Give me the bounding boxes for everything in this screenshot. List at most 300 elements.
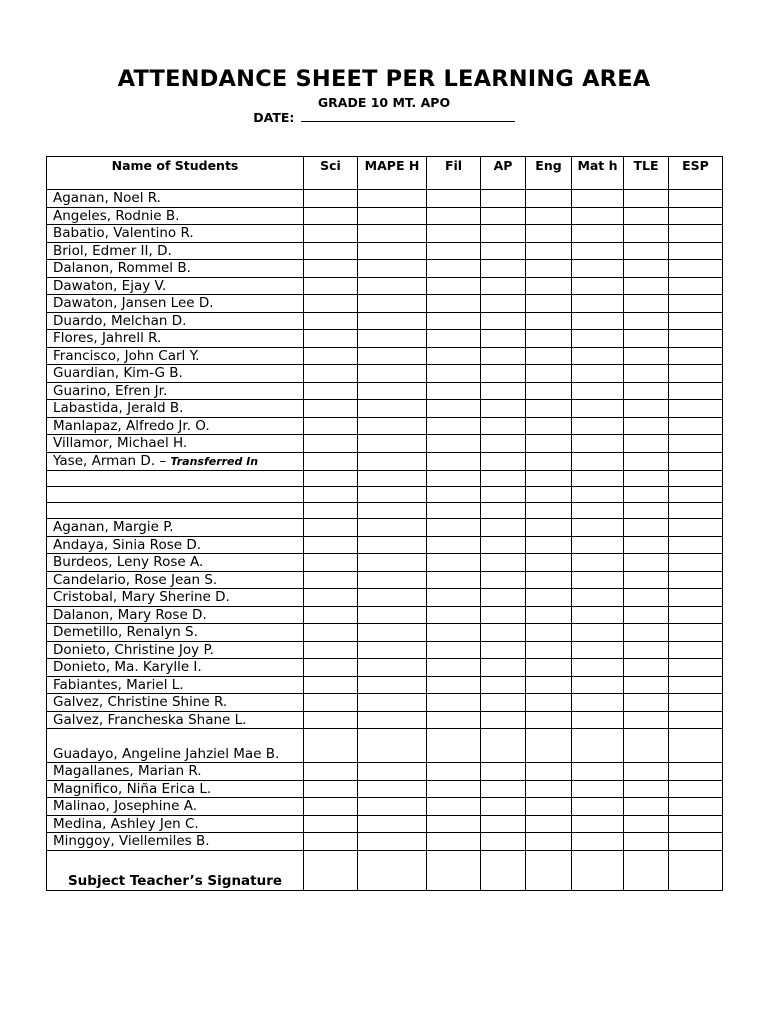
attendance-cell[interactable] (669, 833, 723, 851)
attendance-cell[interactable] (358, 536, 427, 554)
attendance-cell[interactable] (624, 676, 669, 694)
attendance-cell[interactable] (669, 452, 723, 471)
attendance-cell[interactable] (358, 798, 427, 816)
attendance-cell[interactable] (572, 312, 624, 330)
blank-name-cell[interactable] (47, 503, 304, 519)
attendance-cell[interactable] (572, 417, 624, 435)
attendance-cell[interactable] (304, 624, 358, 642)
attendance-cell[interactable] (304, 382, 358, 400)
blank-name-cell[interactable] (47, 487, 304, 503)
attendance-cell[interactable] (669, 571, 723, 589)
attendance-cell[interactable] (572, 207, 624, 225)
attendance-cell[interactable] (669, 711, 723, 729)
attendance-cell[interactable] (304, 365, 358, 383)
attendance-cell[interactable] (427, 225, 481, 243)
attendance-cell[interactable] (358, 312, 427, 330)
attendance-cell[interactable] (358, 815, 427, 833)
attendance-cell[interactable] (669, 435, 723, 453)
attendance-cell[interactable] (304, 190, 358, 208)
attendance-cell[interactable] (624, 452, 669, 471)
attendance-cell[interactable] (427, 763, 481, 781)
attendance-cell[interactable] (669, 225, 723, 243)
attendance-cell[interactable] (358, 780, 427, 798)
attendance-cell[interactable] (358, 365, 427, 383)
attendance-cell[interactable] (304, 729, 358, 763)
attendance-cell[interactable] (669, 417, 723, 435)
attendance-cell[interactable] (481, 554, 526, 572)
attendance-cell[interactable] (358, 242, 427, 260)
attendance-cell[interactable] (669, 589, 723, 607)
attendance-cell[interactable] (427, 641, 481, 659)
attendance-cell[interactable] (526, 277, 572, 295)
attendance-cell[interactable] (358, 295, 427, 313)
attendance-cell[interactable] (526, 487, 572, 503)
attendance-cell[interactable] (526, 624, 572, 642)
attendance-cell[interactable] (624, 833, 669, 851)
attendance-cell[interactable] (427, 503, 481, 519)
attendance-cell[interactable] (304, 295, 358, 313)
attendance-cell[interactable] (358, 435, 427, 453)
attendance-cell[interactable] (669, 471, 723, 487)
attendance-cell[interactable] (624, 571, 669, 589)
attendance-cell[interactable] (427, 417, 481, 435)
attendance-cell[interactable] (427, 207, 481, 225)
attendance-cell[interactable] (669, 330, 723, 348)
attendance-cell[interactable] (358, 711, 427, 729)
attendance-cell[interactable] (526, 417, 572, 435)
attendance-cell[interactable] (481, 417, 526, 435)
attendance-cell[interactable] (526, 729, 572, 763)
attendance-cell[interactable] (427, 347, 481, 365)
attendance-cell[interactable] (669, 676, 723, 694)
attendance-cell[interactable] (624, 242, 669, 260)
attendance-cell[interactable] (624, 641, 669, 659)
attendance-cell[interactable] (481, 452, 526, 471)
attendance-cell[interactable] (624, 225, 669, 243)
attendance-cell[interactable] (358, 554, 427, 572)
attendance-cell[interactable] (427, 780, 481, 798)
attendance-cell[interactable] (427, 624, 481, 642)
attendance-cell[interactable] (624, 417, 669, 435)
attendance-cell[interactable] (427, 330, 481, 348)
attendance-cell[interactable] (624, 277, 669, 295)
attendance-cell[interactable] (481, 382, 526, 400)
attendance-cell[interactable] (572, 365, 624, 383)
attendance-cell[interactable] (304, 471, 358, 487)
attendance-cell[interactable] (304, 330, 358, 348)
attendance-cell[interactable] (358, 833, 427, 851)
attendance-cell[interactable] (427, 295, 481, 313)
attendance-cell[interactable] (526, 225, 572, 243)
attendance-cell[interactable] (304, 676, 358, 694)
attendance-cell[interactable] (427, 277, 481, 295)
attendance-cell[interactable] (572, 452, 624, 471)
attendance-cell[interactable] (669, 260, 723, 278)
attendance-cell[interactable] (358, 330, 427, 348)
attendance-cell[interactable] (624, 729, 669, 763)
attendance-cell[interactable] (572, 295, 624, 313)
signature-cell[interactable] (358, 850, 427, 890)
attendance-cell[interactable] (526, 536, 572, 554)
attendance-cell[interactable] (358, 225, 427, 243)
attendance-cell[interactable] (427, 798, 481, 816)
attendance-cell[interactable] (304, 435, 358, 453)
attendance-cell[interactable] (572, 554, 624, 572)
attendance-cell[interactable] (526, 452, 572, 471)
attendance-cell[interactable] (572, 763, 624, 781)
attendance-cell[interactable] (358, 659, 427, 677)
attendance-cell[interactable] (669, 207, 723, 225)
attendance-cell[interactable] (304, 833, 358, 851)
attendance-cell[interactable] (624, 694, 669, 712)
attendance-cell[interactable] (572, 225, 624, 243)
attendance-cell[interactable] (669, 606, 723, 624)
attendance-cell[interactable] (669, 295, 723, 313)
attendance-cell[interactable] (624, 503, 669, 519)
attendance-cell[interactable] (358, 606, 427, 624)
attendance-cell[interactable] (304, 503, 358, 519)
attendance-cell[interactable] (572, 694, 624, 712)
attendance-cell[interactable] (481, 347, 526, 365)
attendance-cell[interactable] (526, 833, 572, 851)
attendance-cell[interactable] (358, 400, 427, 418)
attendance-cell[interactable] (481, 312, 526, 330)
attendance-cell[interactable] (358, 487, 427, 503)
attendance-cell[interactable] (427, 676, 481, 694)
blank-name-cell[interactable] (47, 471, 304, 487)
attendance-cell[interactable] (481, 729, 526, 763)
attendance-cell[interactable] (526, 503, 572, 519)
attendance-cell[interactable] (624, 382, 669, 400)
attendance-cell[interactable] (572, 471, 624, 487)
attendance-cell[interactable] (572, 641, 624, 659)
attendance-cell[interactable] (427, 435, 481, 453)
attendance-cell[interactable] (358, 676, 427, 694)
attendance-cell[interactable] (358, 260, 427, 278)
attendance-cell[interactable] (572, 659, 624, 677)
attendance-cell[interactable] (526, 347, 572, 365)
attendance-cell[interactable] (304, 536, 358, 554)
attendance-cell[interactable] (526, 471, 572, 487)
attendance-cell[interactable] (481, 503, 526, 519)
attendance-cell[interactable] (481, 589, 526, 607)
attendance-cell[interactable] (358, 519, 427, 537)
attendance-cell[interactable] (624, 260, 669, 278)
attendance-cell[interactable] (481, 780, 526, 798)
attendance-cell[interactable] (624, 190, 669, 208)
attendance-cell[interactable] (572, 277, 624, 295)
attendance-cell[interactable] (358, 417, 427, 435)
attendance-cell[interactable] (481, 487, 526, 503)
attendance-cell[interactable] (304, 815, 358, 833)
attendance-cell[interactable] (624, 400, 669, 418)
attendance-cell[interactable] (481, 400, 526, 418)
attendance-cell[interactable] (304, 242, 358, 260)
attendance-cell[interactable] (481, 190, 526, 208)
attendance-cell[interactable] (427, 471, 481, 487)
attendance-cell[interactable] (526, 780, 572, 798)
attendance-cell[interactable] (572, 400, 624, 418)
attendance-cell[interactable] (624, 798, 669, 816)
attendance-cell[interactable] (427, 382, 481, 400)
attendance-cell[interactable] (572, 815, 624, 833)
attendance-cell[interactable] (669, 763, 723, 781)
attendance-cell[interactable] (526, 435, 572, 453)
attendance-cell[interactable] (624, 330, 669, 348)
attendance-cell[interactable] (669, 503, 723, 519)
attendance-cell[interactable] (669, 312, 723, 330)
attendance-cell[interactable] (572, 833, 624, 851)
attendance-cell[interactable] (624, 589, 669, 607)
attendance-cell[interactable] (358, 382, 427, 400)
attendance-cell[interactable] (572, 519, 624, 537)
attendance-cell[interactable] (669, 536, 723, 554)
attendance-cell[interactable] (526, 554, 572, 572)
attendance-cell[interactable] (358, 452, 427, 471)
attendance-cell[interactable] (358, 503, 427, 519)
attendance-cell[interactable] (481, 694, 526, 712)
attendance-cell[interactable] (572, 487, 624, 503)
attendance-cell[interactable] (481, 606, 526, 624)
attendance-cell[interactable] (526, 676, 572, 694)
attendance-cell[interactable] (481, 330, 526, 348)
attendance-cell[interactable] (669, 554, 723, 572)
attendance-cell[interactable] (358, 763, 427, 781)
attendance-cell[interactable] (669, 641, 723, 659)
attendance-cell[interactable] (526, 606, 572, 624)
attendance-cell[interactable] (427, 260, 481, 278)
attendance-cell[interactable] (669, 190, 723, 208)
attendance-cell[interactable] (304, 347, 358, 365)
attendance-cell[interactable] (358, 471, 427, 487)
attendance-cell[interactable] (572, 780, 624, 798)
attendance-cell[interactable] (304, 207, 358, 225)
attendance-cell[interactable] (669, 277, 723, 295)
attendance-cell[interactable] (526, 711, 572, 729)
attendance-cell[interactable] (572, 798, 624, 816)
attendance-cell[interactable] (304, 452, 358, 471)
attendance-cell[interactable] (624, 365, 669, 383)
attendance-cell[interactable] (481, 676, 526, 694)
attendance-cell[interactable] (526, 798, 572, 816)
attendance-cell[interactable] (481, 435, 526, 453)
attendance-cell[interactable] (427, 729, 481, 763)
attendance-cell[interactable] (526, 382, 572, 400)
attendance-cell[interactable] (669, 798, 723, 816)
attendance-cell[interactable] (427, 400, 481, 418)
attendance-cell[interactable] (572, 382, 624, 400)
attendance-cell[interactable] (427, 312, 481, 330)
attendance-cell[interactable] (624, 763, 669, 781)
attendance-cell[interactable] (572, 536, 624, 554)
attendance-cell[interactable] (624, 624, 669, 642)
attendance-cell[interactable] (526, 659, 572, 677)
attendance-cell[interactable] (358, 694, 427, 712)
attendance-cell[interactable] (481, 815, 526, 833)
attendance-cell[interactable] (624, 606, 669, 624)
attendance-cell[interactable] (481, 711, 526, 729)
attendance-cell[interactable] (427, 487, 481, 503)
attendance-cell[interactable] (669, 347, 723, 365)
attendance-cell[interactable] (427, 659, 481, 677)
attendance-cell[interactable] (427, 554, 481, 572)
attendance-cell[interactable] (481, 260, 526, 278)
attendance-cell[interactable] (526, 694, 572, 712)
attendance-cell[interactable] (304, 798, 358, 816)
attendance-cell[interactable] (669, 400, 723, 418)
signature-cell[interactable] (669, 850, 723, 890)
attendance-cell[interactable] (304, 277, 358, 295)
attendance-cell[interactable] (481, 225, 526, 243)
attendance-cell[interactable] (427, 815, 481, 833)
attendance-cell[interactable] (624, 659, 669, 677)
attendance-cell[interactable] (304, 711, 358, 729)
signature-cell[interactable] (481, 850, 526, 890)
attendance-cell[interactable] (572, 260, 624, 278)
attendance-cell[interactable] (304, 571, 358, 589)
attendance-cell[interactable] (526, 190, 572, 208)
attendance-cell[interactable] (572, 571, 624, 589)
attendance-cell[interactable] (481, 277, 526, 295)
attendance-cell[interactable] (572, 347, 624, 365)
attendance-cell[interactable] (572, 606, 624, 624)
attendance-cell[interactable] (304, 400, 358, 418)
attendance-cell[interactable] (669, 659, 723, 677)
attendance-cell[interactable] (572, 190, 624, 208)
attendance-cell[interactable] (304, 519, 358, 537)
attendance-cell[interactable] (481, 536, 526, 554)
attendance-cell[interactable] (669, 815, 723, 833)
attendance-cell[interactable] (669, 729, 723, 763)
attendance-cell[interactable] (526, 589, 572, 607)
attendance-cell[interactable] (624, 435, 669, 453)
attendance-cell[interactable] (572, 435, 624, 453)
attendance-cell[interactable] (304, 225, 358, 243)
attendance-cell[interactable] (427, 452, 481, 471)
attendance-cell[interactable] (624, 519, 669, 537)
signature-cell[interactable] (624, 850, 669, 890)
attendance-cell[interactable] (669, 780, 723, 798)
attendance-cell[interactable] (304, 417, 358, 435)
attendance-cell[interactable] (427, 519, 481, 537)
attendance-cell[interactable] (358, 190, 427, 208)
attendance-cell[interactable] (481, 519, 526, 537)
attendance-cell[interactable] (304, 641, 358, 659)
attendance-cell[interactable] (304, 487, 358, 503)
attendance-cell[interactable] (526, 260, 572, 278)
attendance-cell[interactable] (526, 763, 572, 781)
attendance-cell[interactable] (427, 571, 481, 589)
attendance-cell[interactable] (358, 277, 427, 295)
attendance-cell[interactable] (481, 571, 526, 589)
attendance-cell[interactable] (304, 606, 358, 624)
attendance-cell[interactable] (624, 711, 669, 729)
attendance-cell[interactable] (624, 487, 669, 503)
attendance-cell[interactable] (304, 589, 358, 607)
attendance-cell[interactable] (526, 519, 572, 537)
attendance-cell[interactable] (427, 536, 481, 554)
attendance-cell[interactable] (526, 242, 572, 260)
attendance-cell[interactable] (427, 190, 481, 208)
attendance-cell[interactable] (481, 763, 526, 781)
attendance-cell[interactable] (572, 711, 624, 729)
attendance-cell[interactable] (304, 312, 358, 330)
attendance-cell[interactable] (572, 676, 624, 694)
attendance-cell[interactable] (481, 365, 526, 383)
attendance-cell[interactable] (358, 571, 427, 589)
attendance-cell[interactable] (624, 295, 669, 313)
attendance-cell[interactable] (526, 365, 572, 383)
attendance-cell[interactable] (526, 400, 572, 418)
attendance-cell[interactable] (624, 815, 669, 833)
attendance-cell[interactable] (624, 312, 669, 330)
attendance-cell[interactable] (481, 295, 526, 313)
attendance-cell[interactable] (358, 589, 427, 607)
attendance-cell[interactable] (572, 589, 624, 607)
attendance-cell[interactable] (304, 260, 358, 278)
signature-cell[interactable] (427, 850, 481, 890)
attendance-cell[interactable] (624, 207, 669, 225)
attendance-cell[interactable] (624, 554, 669, 572)
attendance-cell[interactable] (669, 365, 723, 383)
attendance-cell[interactable] (304, 763, 358, 781)
attendance-cell[interactable] (669, 624, 723, 642)
attendance-cell[interactable] (572, 242, 624, 260)
attendance-cell[interactable] (358, 207, 427, 225)
attendance-cell[interactable] (481, 471, 526, 487)
attendance-cell[interactable] (572, 330, 624, 348)
attendance-cell[interactable] (481, 242, 526, 260)
attendance-cell[interactable] (427, 365, 481, 383)
attendance-cell[interactable] (526, 571, 572, 589)
attendance-cell[interactable] (526, 207, 572, 225)
attendance-cell[interactable] (304, 780, 358, 798)
signature-cell[interactable] (304, 850, 358, 890)
signature-cell[interactable] (526, 850, 572, 890)
attendance-cell[interactable] (669, 694, 723, 712)
attendance-cell[interactable] (481, 659, 526, 677)
attendance-cell[interactable] (526, 641, 572, 659)
attendance-cell[interactable] (624, 536, 669, 554)
attendance-cell[interactable] (669, 519, 723, 537)
attendance-cell[interactable] (669, 487, 723, 503)
attendance-cell[interactable] (427, 833, 481, 851)
attendance-cell[interactable] (358, 729, 427, 763)
attendance-cell[interactable] (304, 694, 358, 712)
attendance-cell[interactable] (526, 295, 572, 313)
attendance-cell[interactable] (572, 729, 624, 763)
attendance-cell[interactable] (427, 606, 481, 624)
attendance-cell[interactable] (572, 624, 624, 642)
attendance-cell[interactable] (572, 503, 624, 519)
attendance-cell[interactable] (624, 347, 669, 365)
attendance-cell[interactable] (481, 207, 526, 225)
attendance-cell[interactable] (481, 641, 526, 659)
signature-cell[interactable] (572, 850, 624, 890)
attendance-cell[interactable] (526, 312, 572, 330)
attendance-cell[interactable] (624, 780, 669, 798)
attendance-cell[interactable] (526, 330, 572, 348)
attendance-cell[interactable] (669, 242, 723, 260)
attendance-cell[interactable] (427, 711, 481, 729)
attendance-cell[interactable] (481, 624, 526, 642)
attendance-cell[interactable] (358, 624, 427, 642)
attendance-cell[interactable] (624, 471, 669, 487)
attendance-cell[interactable] (304, 554, 358, 572)
attendance-cell[interactable] (358, 347, 427, 365)
attendance-cell[interactable] (427, 694, 481, 712)
attendance-cell[interactable] (427, 589, 481, 607)
